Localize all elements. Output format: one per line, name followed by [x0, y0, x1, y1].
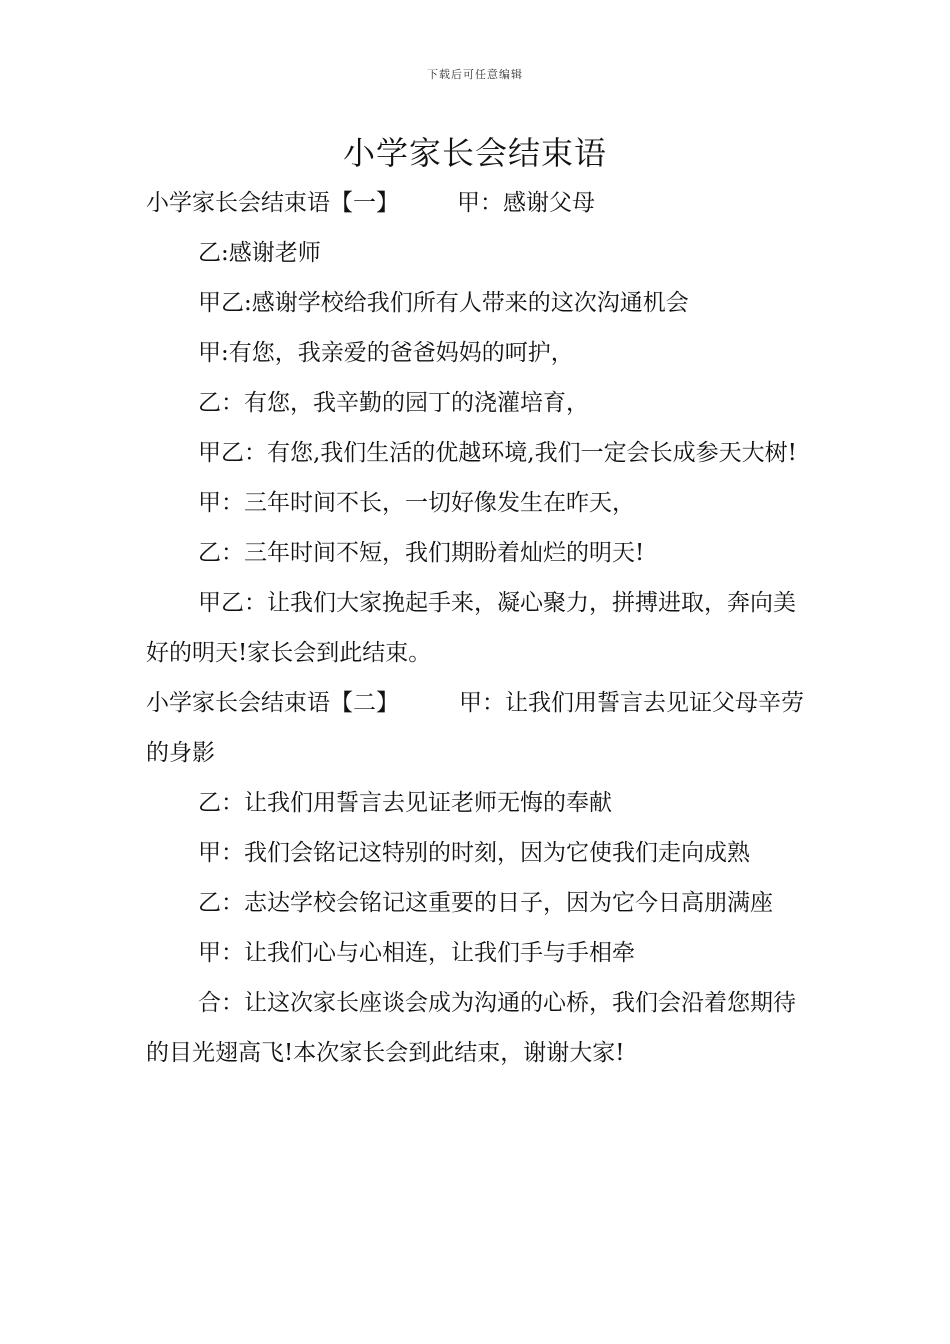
paragraph: 合：让这次家长座谈会成为沟通的心桥，我们会沿着您期待的目光翅高飞!本次家长会到此结束，谢谢大家!	[146, 990, 796, 1066]
paragraph: 甲乙：有您,我们生活的优越环境,我们一定会长成参天大树!	[198, 440, 797, 466]
section-2-label: 小学家长会结束语【二】	[146, 690, 399, 716]
paragraph: 乙：志达学校会铭记这重要的日子，因为它今日高朋满座	[198, 890, 773, 916]
paragraph: 甲：三年时间不长，一切好像发生在昨天，	[198, 490, 635, 516]
paragraph: 甲：让我们心与心相连，让我们手与手相牵	[198, 940, 635, 966]
header-note: 下载后可任意编辑	[427, 68, 523, 81]
paragraph: 乙：让我们用誓言去见证老师无悔的奉献	[198, 790, 612, 816]
section-1-first-line: 甲：感谢父母	[457, 190, 595, 216]
paragraph: 乙:感谢老师	[198, 240, 321, 266]
paragraph: 乙：三年时间不短，我们期盼着灿烂的明天!	[198, 540, 645, 566]
section-2-heading	[146, 678, 812, 778]
document-title: 小学家长会结束语	[342, 134, 607, 172]
document-body	[146, 178, 812, 1078]
section-1-heading	[146, 178, 812, 228]
paragraph: 甲:有您，我亲爱的爸爸妈妈的呵护，	[198, 340, 574, 366]
paragraph: 甲：我们会铭记这特别的时刻，因为它使我们走向成熟	[198, 840, 750, 866]
paragraph: 甲乙:感谢学校给我们所有人带来的这次沟通机会	[198, 290, 689, 316]
section-1-label: 小学家长会结束语【一】	[146, 190, 399, 216]
paragraph: 甲乙：让我们大家挽起手来，凝心聚力，拼搏进取，奔向美好的明天!家长会到此结束。	[146, 590, 796, 666]
section-2-first-line: 甲：让我们用誓言去见证父母辛劳的身影	[146, 690, 804, 766]
paragraph: 乙：有您，我辛勤的园丁的浇灌培育，	[198, 390, 589, 416]
